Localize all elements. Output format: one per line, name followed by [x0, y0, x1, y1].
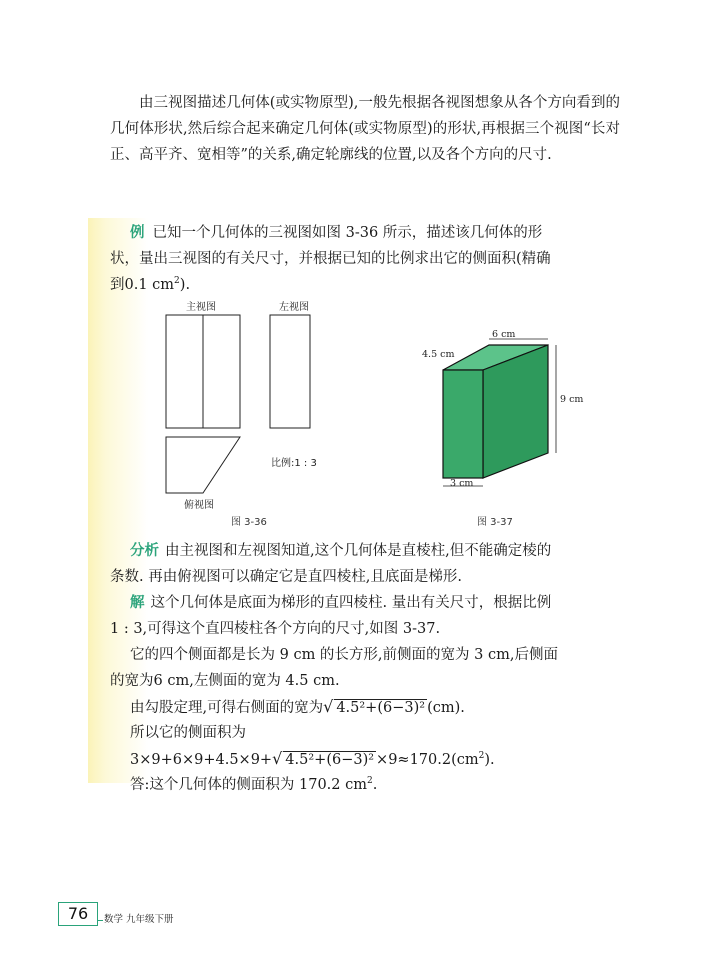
- solution-line-7: 3×9+6×9+4.5×9+√ $4.5^2+(6-3)^2 \times 9\approx 170.2(cm^2)$.: [130, 749, 495, 768]
- dim-left-label: 4.5 cm: [422, 349, 455, 360]
- dim-height-label: 9 cm: [560, 394, 584, 405]
- sqrt-sign: √: [272, 749, 283, 768]
- dim-bottom-label: 3 cm: [450, 478, 474, 489]
- example-line-2: 状，量出三视图的有关尺寸，并根据已知的比例求出它的侧面积(精确: [110, 251, 551, 267]
- analysis-keyword: 分析: [130, 543, 159, 559]
- page-number: 76: [58, 902, 98, 926]
- solution-line-6: 所以它的侧面积为: [130, 725, 246, 741]
- top-view-label: 俯视图: [184, 500, 214, 511]
- sqrt-expression: 4.5²+(6−3)²: [336, 700, 426, 716]
- example-keyword: 例: [130, 225, 145, 241]
- intro-paragraph: 由三视图描述几何体(或实物原型),一般先根据各视图想象从各个方向看到的几何体形状,然后综合起来确定几何体(或实物原型)的形状,再根据三个视图“长对正、高平齐、宽相等”的关系,确定轮廓线的位置,以及各个方向的尺寸.: [110, 95, 620, 163]
- solution-line-3: 它的四个侧面都是长为 9 cm 的长方形,前侧面的宽为 3 cm,后侧面: [130, 647, 558, 663]
- solution-line-5: 由勾股定理,可得右侧面的宽为√ 4.5²+(6−3)² (cm).: [130, 697, 465, 716]
- analysis-line-1: 分析 由主视图和左视图知道,这个几何体是直棱柱,但不能确定棱的: [130, 543, 552, 559]
- solution-keyword: 解: [130, 595, 145, 611]
- footer-connector: [97, 920, 103, 921]
- side-view-label: 左视图: [279, 302, 309, 313]
- solution-line-4: 的宽为6 cm,左侧面的宽为 4.5 cm.: [110, 673, 340, 689]
- solution-line-1: 解 这个几何体是底面为梯形的直四棱柱. 量出有关尺寸，根据比例: [130, 595, 552, 611]
- front-view-label: 主视图: [186, 302, 216, 313]
- example-line-1: 例 已知一个几何体的三视图如图 3-36 所示，描述该几何体的形: [130, 225, 543, 241]
- analysis-line-2: 条数. 再由俯视图可以确定它是直四棱柱,且底面是梯形.: [110, 569, 462, 585]
- example-line-3: 到0.1 $cm^2$).: [110, 276, 191, 293]
- prism-front-face: [443, 370, 483, 478]
- solution-answer-line: 答:这个几何体的侧面积为 170.2 $cm^2$.: [130, 776, 378, 793]
- sqrt-expression: 4.5²+(6−3)²: [285, 752, 375, 768]
- scale-label: 比例:1 : 3: [271, 458, 317, 469]
- book-title: 数学 九年级下册: [104, 914, 174, 925]
- sqrt-sign: √: [323, 697, 334, 716]
- solution-line-2: 1 : 3,可得这个直四棱柱各个方向的尺寸,如图 3-37.: [110, 621, 441, 637]
- dim-top-label: 6 cm: [492, 329, 516, 340]
- figure-3-37-caption: 图 3-37: [477, 517, 513, 528]
- figure-3-36-caption: 图 3-36: [231, 517, 267, 528]
